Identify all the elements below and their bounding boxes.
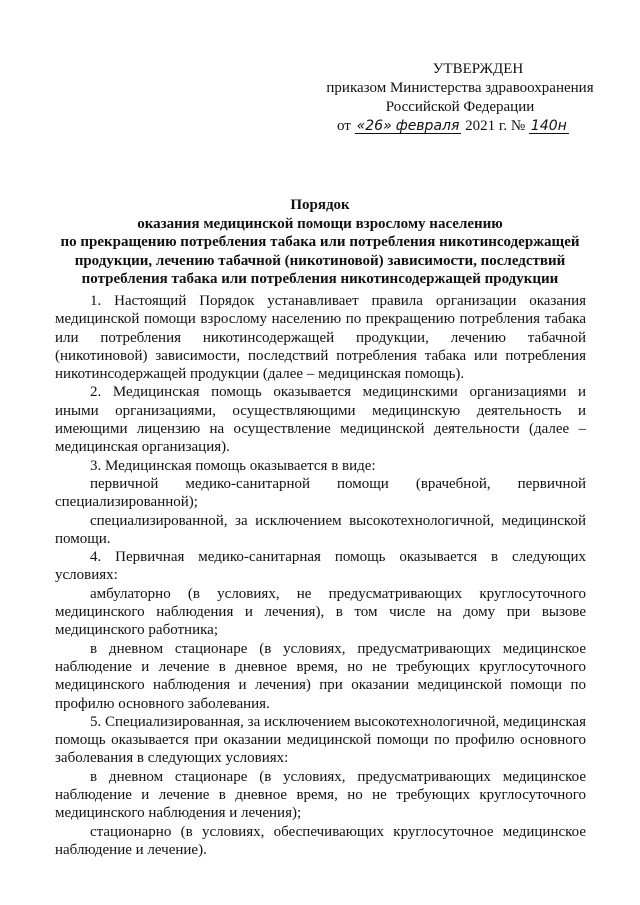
title-line: продукции, лечению табачной (никотиновой) зависимости, последствий [74,252,566,269]
paragraph: в дневном стационаре (в условиях, предусматривающих медицинское наблюдение и лечение в дневное время, но не требующих круглосуточного медицинского наблюдения и лечения) при оказании медицинской помощи по профилю основного заболевания. [55,640,586,712]
paragraph: 4. Первичная медико-санитарная помощь оказывается в следующих условиях: [55,549,586,584]
title-line: оказания медицинской помощи взрослому населению [137,215,503,232]
approval-line-ministry: приказом Министерства здравоохранения [326,80,594,96]
handwritten-day: «26» [356,118,392,134]
document-body [55,292,586,859]
paragraph: 2. Медицинская помощь оказывается медицинскими организациями и иными организациями, осуществляющими медицинскую деятельность и имеющими лицензию на осуществление медицинской деятельности (далее – медицинская организация). [55,384,586,456]
paragraph: 1. Настоящий Порядок устанавливает правила организации оказания медицинской помощи взрослому населению по прекращению потребления табака или потребления никотинсодержащей продукции, лечению табачной (никотиновой) зависимости, последствий потребления табака или потребления никотинсодержащей продукции (далее – медицинская помощь). [55,293,586,383]
paragraph: 5. Специализированная, за исключением высокотехнологичной, медицинская помощь оказывается при оказании медицинской помощи по профилю основного заболевания в следующих условиях: [55,713,586,767]
title-line: по прекращению потребления табака или потребления никотинсодержащей [60,234,580,251]
order-date-line [310,117,610,136]
approved-label: УТВЕРЖДЕН [432,61,524,77]
paragraph: первичной медико-санитарной помощи (врачебной, первичной специализированной); [55,475,586,511]
paragraph: 3. Медицинская помощь оказывается в виде: [90,457,376,474]
date-prefix: от [337,118,351,134]
title-line: потребления табака или потребления никотинсодержащей продукции [81,271,559,288]
handwritten-order-number: 140н [530,118,567,134]
paragraph: в дневном стационаре (в условиях, предусматривающих медицинское наблюдение и лечение в дневное время, но не требующих круглосуточного медицинского наблюдения и лечения); [55,768,586,822]
paragraph: специализированной, за исключением высокотехнологичной, медицинской помощи. [55,512,586,547]
approval-line-federation: Российской Федерации [385,99,535,115]
title-heading: Порядок [290,197,350,213]
approval-block [310,60,610,136]
order-year: 2021 г. № [465,118,526,134]
document-title [40,196,600,289]
paragraph: стационарно (в условиях, обеспечивающих круглосуточное медицинское наблюдение и лечение). [55,823,586,858]
paragraph: амбулаторно (в условиях, не предусматривающих круглосуточного медицинского наблюдения и лечения), в том числе на дому при вызове медицинского работника; [55,585,586,639]
handwritten-month: февраля [395,118,460,134]
